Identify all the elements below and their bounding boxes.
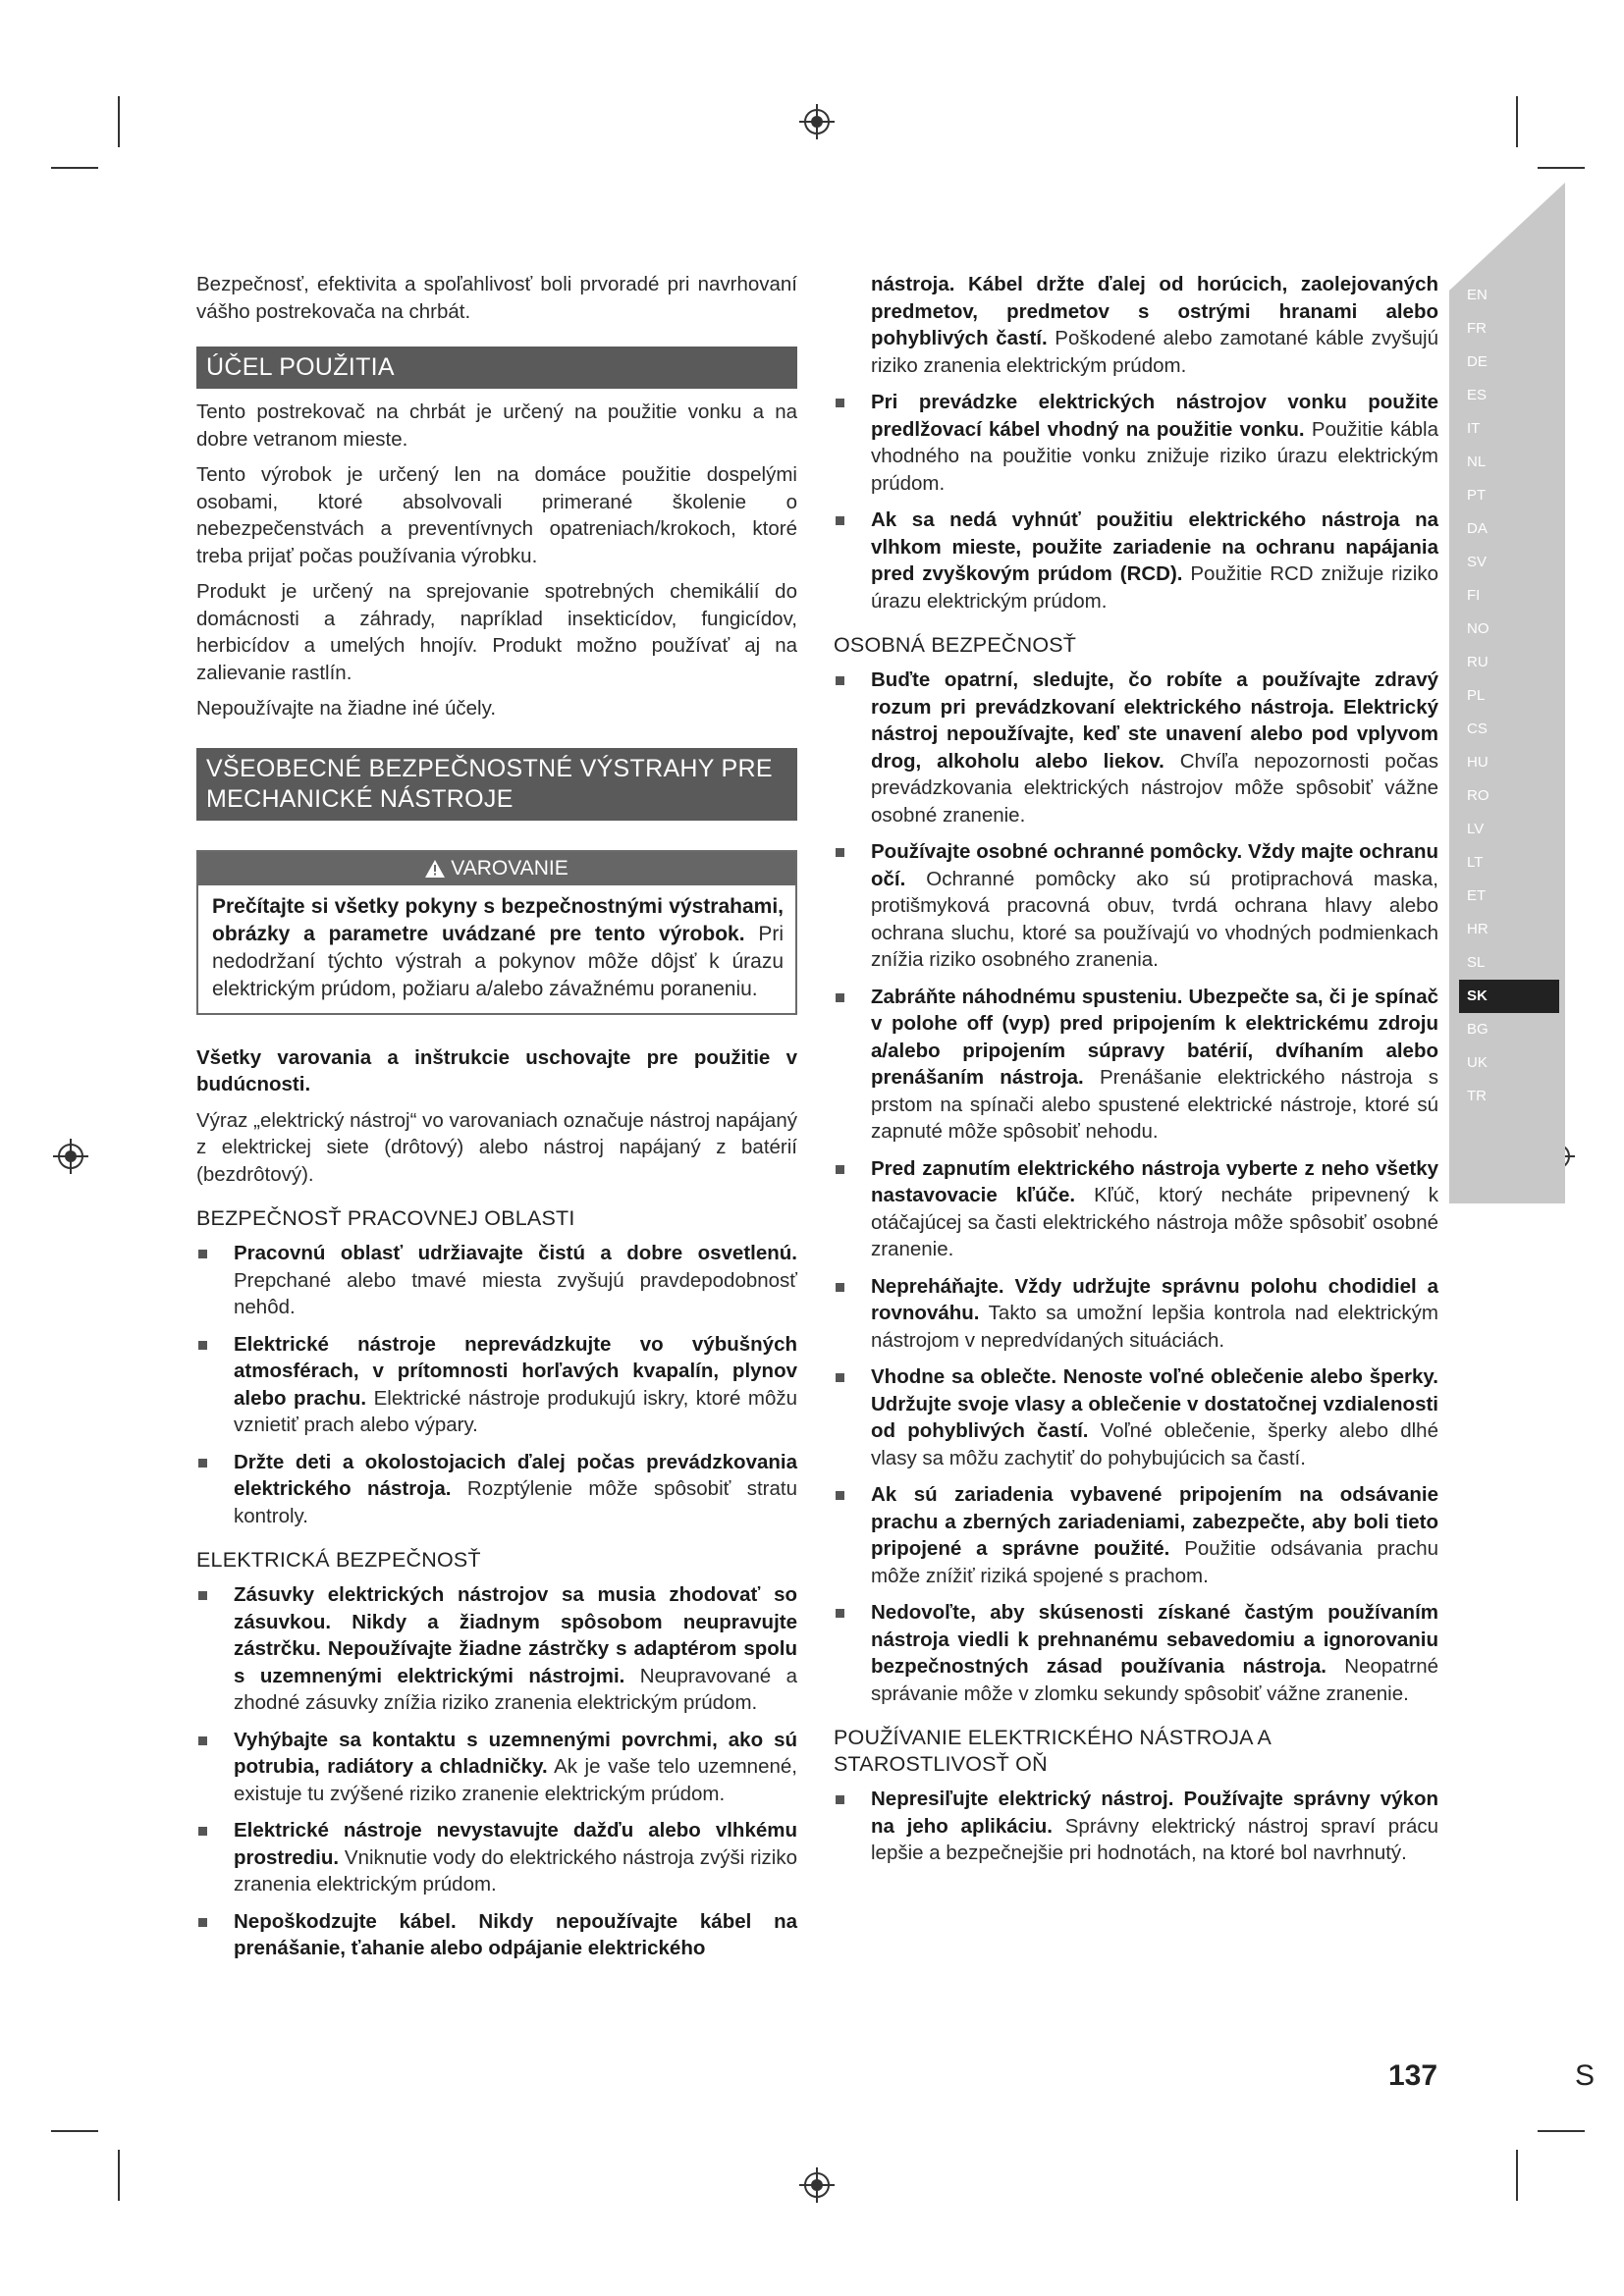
keep-instructions-note: [196, 1044, 797, 1098]
page-edge-character: S: [1575, 2059, 1596, 2092]
crop-mark: [51, 167, 98, 169]
list-item: Nepresiľujte elektrický nástroj. Používajte správny výkon na jeho aplikáciu. Správny elektrický nástroj spraví prácu lepšie a bezpečnejšie pri hodnotách, na ktoré bol navrhnutý.: [834, 1786, 1438, 1867]
list-item: Nepoškodzujte kábel. Nikdy nepoužívajte kábel na prenášanie, ťahanie alebo odpájanie elektrického: [196, 1908, 797, 1962]
keep-instructions-text: Všetky varovania a inštrukcie uschovajte pre použitie v budúcnosti.: [196, 1045, 797, 1095]
warning-header: [198, 852, 795, 885]
list-item: Ak sa nedá vyhnúť použitiu elektrického nástroja na vlhkom mieste, použite zariadenie na ochranu napájania pred zvyškovým prúdom (RCD). Použitie RCD znižuje riziko úrazu elektrickým prúdom.: [834, 507, 1438, 614]
crop-mark: [1538, 2130, 1585, 2132]
list-item: Nedovoľte, aby skúsenosti získané častým používaním nástroja viedli k prehnanému sebavedomiu a ignorovaniu bezpečnostných zásad používania nástroja. Neopatrné správanie môže v zlomku sekundy spôsobiť vážne zranenie.: [834, 1599, 1438, 1707]
crop-mark: [1516, 96, 1518, 147]
list-item: Zabráňte náhodnému spusteniu. Ubezpečte sa, či je spínač v polohe off (vyp) pred pripojením k elektrickému zdroju a/alebo pripojením súpravy batérií, dvíhaním alebo prenášaním nástroja. Prenášanie elektrického nástroja s prstom na spínači alebo spustené elektrické nástroje, ktoré sú zapnuté môže spôsobiť nehodu.: [834, 984, 1438, 1146]
crop-mark: [118, 96, 120, 147]
heading-work-area-safety: BEZPEČNOSŤ PRACOVNEJ OBLASTI: [196, 1206, 575, 1230]
language-tab-nl: NL: [1467, 454, 1487, 470]
registration-mark-icon: [797, 102, 837, 141]
language-tab-fr: FR: [1467, 320, 1487, 337]
language-tab-lv: LV: [1467, 821, 1485, 837]
page-number: 137: [1388, 2059, 1438, 2092]
language-index: [1459, 279, 1559, 1113]
crop-mark: [118, 2150, 120, 2201]
warning-box: [196, 850, 797, 1015]
list-item: Ak sú zariadenia vybavené pripojením na odsávanie prachu a zberných zariadeniami, zabezpečte, aby boli tieto pripojené a správne použité. Použitie odsávania prachu môže znížiť riziká spojené s prachom.: [834, 1481, 1438, 1589]
language-tab-ro: RO: [1467, 787, 1489, 804]
personal-safety-list: [834, 667, 1438, 1707]
language-tab-no: NO: [1467, 620, 1489, 637]
list-item: Elektrické nástroje neprevádzkujte vo výbušných atmosférach, v prítomnosti horľavých kvapalín, plynov alebo prachu. Elektrické nástroje produkujú iskry, ktoré môžu vznietiť prach alebo výpary.: [196, 1331, 797, 1439]
language-tab-sk: SK: [1459, 980, 1559, 1013]
language-tab-cs: CS: [1467, 721, 1488, 737]
language-tab-de: DE: [1467, 353, 1488, 370]
list-item: Držte deti a okolostojacich ďalej počas prevádzkovania elektrického nástroja. Rozptýlenie môže spôsobiť stratu kontroly.: [196, 1449, 797, 1530]
list-item: Pri prevádzke elektrických nástrojov vonku použite predlžovací kábel vhodný na použitie vonku. Použitie kábla vhodného na použitie vonku znižuje riziko úrazu elektrickým prúdom.: [834, 389, 1438, 497]
list-item: Buďte opatrní, sledujte, čo robíte a používajte zdravý rozum pri prevádzkovaní elektrického nástroja. Elektrický nástroj nepoužívajte, keď ste unavení alebo pod vplyvom drog, alkoholu alebo liekov. Chvíľa nepozornosti počas prevádzkovania elektrických nástrojov môže spôsobiť vážne osobné zranenie.: [834, 667, 1438, 828]
language-tab-it: IT: [1467, 420, 1481, 437]
registration-mark-icon: [797, 2165, 837, 2205]
list-item: Pred zapnutím elektrického nástroja vyberte z neho všetky nastavovacie kľúče. Kľúč, ktorý necháte pripevnený k otáčajúcej sa časti elektrického nástroja môže spôsobiť osobné zranenie.: [834, 1155, 1438, 1263]
list-item: Nepreháňajte. Vždy udržujte správnu polohu chodidiel a rovnováhu. Takto sa umožní lepšia kontrola nad elektrickým nástrojom v nepredvídaných situáciách.: [834, 1273, 1438, 1355]
crop-mark: [51, 2130, 98, 2132]
section-title-purpose: ÚČEL POUŽITIA: [196, 347, 797, 389]
language-tab-da: DA: [1467, 520, 1488, 537]
list-item: Elektrické nástroje nevystavujte dažďu alebo vlhkému prostrediu. Vniknutie vody do elektrického nástroja zvýši riziko zranenia elektrickým prúdom.: [196, 1817, 797, 1898]
list-item: Vhodne sa oblečte. Nenoste voľné oblečenie alebo šperky. Udržujte svoje vlasy a oblečenie v dostatočnej vzdialenosti od pohyblivých častí. Voľné oblečenie, šperky alebo dlhé vlasy sa môžu zachytiť do pohybujúcich sa častí.: [834, 1363, 1438, 1471]
warning-triangle-icon: [425, 860, 445, 878]
language-tab-sv: SV: [1467, 554, 1488, 570]
left-column: [196, 271, 797, 1972]
language-tab-hr: HR: [1467, 921, 1489, 937]
language-tab-bg: BG: [1467, 1021, 1489, 1038]
language-tab-fi: FI: [1467, 587, 1481, 604]
language-tab-pl: PL: [1467, 687, 1486, 704]
language-tab-ru: RU: [1467, 654, 1489, 670]
work-area-list: [196, 1240, 797, 1529]
language-tab-es: ES: [1467, 387, 1488, 403]
list-item: Pracovnú oblasť udržiavajte čistú a dobre osvetlenú. Prepchané alebo tmavé miesta zvyšujú pravdepodobnosť nehôd.: [196, 1240, 797, 1321]
language-tab-sl: SL: [1467, 954, 1486, 971]
warning-bold-text: Prečítajte si všetky pokyny s bezpečnostnými výstrahami, obrázky a parametre uvádzané pre tento výrobok.: [212, 894, 784, 945]
language-tab-et: ET: [1467, 887, 1487, 904]
intro-paragraph: Bezpečnosť, efektivita a spoľahlivosť boli prvoradé pri navrhovaní vášho postrekovača na chrbát.: [196, 273, 797, 323]
warning-title: VAROVANIE: [451, 856, 568, 880]
language-tab-tr: TR: [1467, 1088, 1487, 1104]
term-definition-note: Výraz „elektrický nástroj“ vo varovaniach označuje nástroj napájaný z elektrickej siete (drôtový) alebo nástroj napájaný z batérií (bezdrôtový).: [196, 1108, 797, 1186]
electrical-safety-list: [196, 1581, 797, 1962]
language-tab-lt: LT: [1467, 854, 1484, 871]
heading-electrical-safety: ELEKTRICKÁ BEZPEČNOSŤ: [196, 1548, 481, 1572]
purpose-paragraph: Tento výrobok je určený len na domáce použitie dospelými osobami, ktoré absolvovali primerané školenie o nebezpečenstvách a preventívnych opatreniach/krokoch, ktoré treba prijať počas používania výrobku.: [196, 463, 797, 567]
language-tab-uk: UK: [1467, 1054, 1488, 1071]
purpose-paragraph: Tento postrekovač na chrbát je určený na použitie vonku a na dobre vetranom mieste.: [196, 400, 797, 451]
language-tab-en: EN: [1467, 287, 1488, 303]
crop-mark: [1538, 167, 1585, 169]
language-tab-hu: HU: [1467, 754, 1489, 771]
purpose-paragraph: Nepoužívajte na žiadne iné účely.: [196, 697, 497, 720]
electrical-safety-list-continued: [834, 271, 1438, 614]
list-item: Zásuvky elektrických nástrojov sa musia zhodovať so zásuvkou. Nikdy a žiadnym spôsobom neupravujte zástrčku. Nepoužívajte žiadne zástrčky s adaptérom spolu s uzemnenými elektrickými nástrojmi. Neupravované a zhodné zásuvky znížia riziko zranenia elektrickým prúdom.: [196, 1581, 797, 1717]
section-title-general-warnings: VŠEOBECNÉ BEZPEČNOSTNÉ VÝSTRAHY PRE MECHANICKÉ NÁSTROJE: [196, 748, 797, 821]
purpose-paragraphs: [196, 399, 797, 722]
list-item-continuation: nástroja. Kábel držte ďalej od horúcich, zaolejovaných predmetov, predmetov s ostrými hranami alebo pohyblivých častí. Poškodené alebo zamotané káble zvyšujú riziko zranenia elektrickým prúdom.: [871, 273, 1438, 377]
tool-use-list: [834, 1786, 1438, 1867]
purpose-paragraph: Produkt je určený na sprejovanie spotrebných chemikálií do domácnosti a záhrady, napríklad insekticídov, fungicídov, herbicídov a umelých hnojív. Produkt možno používať aj na zalievanie rastlín.: [196, 580, 797, 684]
crop-mark: [1516, 2150, 1518, 2201]
language-tab-pt: PT: [1467, 487, 1487, 504]
list-item: Používajte osobné ochranné pomôcky. Vždy majte ochranu očí. Ochranné pomôcky ako sú protiprachová maska, protišmyková pracovná obuv, tvrdá ochrana hlavy alebo ochrana sluchu, ktoré sa používajú vo vhodných podmienkach znížia riziko osobného zranenia.: [834, 838, 1438, 974]
warning-body: [198, 885, 795, 1013]
heading-tool-use-and-care: POUŽÍVANIE ELEKTRICKÉHO NÁSTROJA A STAROSTLIVOSŤ OŇ: [834, 1726, 1271, 1776]
list-item: Vyhýbajte sa kontaktu s uzemnenými povrchmi, ako sú potrubia, radiátory a chladničky. Ak je vaše telo uzemnené, existuje tu zvýšené riziko zranenie elektrickým prúdom.: [196, 1727, 797, 1808]
right-column: [834, 271, 1438, 1877]
heading-personal-safety: OSOBNÁ BEZPEČNOSŤ: [834, 633, 1077, 657]
warning-text: Pri nedodržaní týchto výstrah a pokynov môže dôjsť k úrazu elektrickým prúdom, požiaru a/alebo závažnému poraneniu.: [212, 922, 784, 1000]
registration-mark-icon: [51, 1137, 90, 1176]
